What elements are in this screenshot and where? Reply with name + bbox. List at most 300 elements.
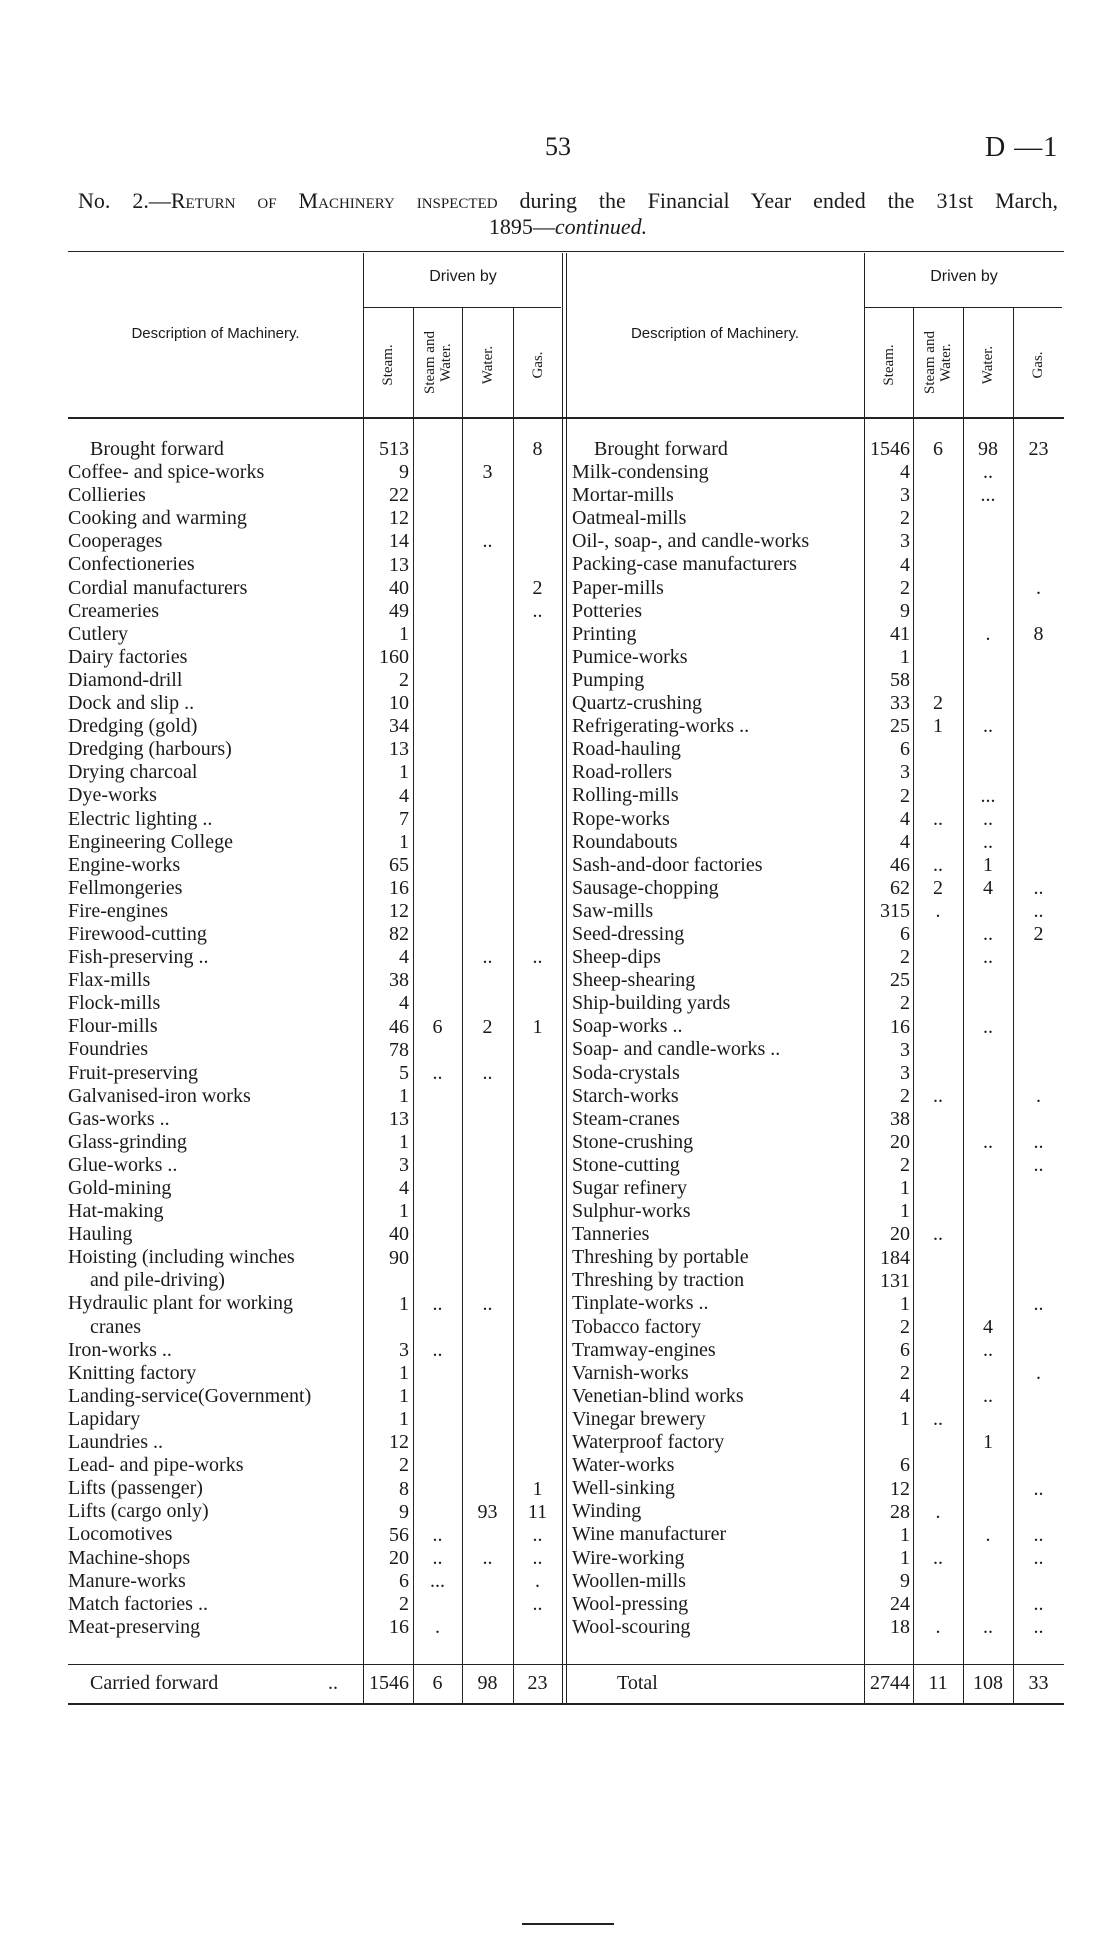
left-cell-sw: ..: [432, 1292, 443, 1315]
right-cell-steam: 184: [880, 1246, 910, 1269]
right-cell-water: .: [985, 622, 991, 645]
table-bottom-rule: [68, 1703, 1064, 1705]
right-total-water: 108: [973, 1672, 1003, 1694]
left-row-description: Glue-works ..: [68, 1153, 178, 1176]
left-cell-steam: 12: [389, 507, 409, 530]
center-double-line: [562, 253, 563, 1703]
right-row-description: Rope-works: [572, 807, 670, 830]
left-cell-steam: 1: [399, 1408, 409, 1431]
right-row-description: Sheep-shearing: [572, 969, 696, 992]
left-row-description: Machine-shops: [68, 1546, 191, 1569]
left-total-sw: 6: [432, 1672, 443, 1694]
left-row-description: Electric lighting ..: [68, 807, 213, 830]
left-row-description: Collieries: [68, 484, 146, 507]
left-cell-steam: 65: [389, 853, 409, 876]
left-row-description: Cutlery: [68, 622, 128, 645]
left-cell-gas: 1: [532, 1477, 543, 1500]
title-prefix: No. 2.—: [78, 188, 171, 213]
right-cell-sw: ..: [933, 1223, 943, 1246]
top-rule: [68, 251, 1064, 252]
right-cell-steam: 25: [890, 969, 910, 992]
left-row-description: Flax-mills: [68, 969, 151, 992]
right-cell-sw: 1: [933, 715, 943, 738]
right-cell-sw: ..: [933, 853, 943, 876]
left-row-description: and pile-driving): [90, 1269, 225, 1292]
right-cell-water: ..: [983, 715, 993, 738]
left-row-description: Brought forward: [90, 438, 224, 460]
right-row-description: Sheep-dips: [572, 946, 661, 969]
left-cell-steam: 20: [389, 1546, 409, 1569]
right-cell-steam: 2: [900, 1084, 910, 1107]
right-row-description: Sash-and-door factories: [572, 853, 763, 876]
right-cell-steam: 58: [890, 669, 910, 691]
right-cell-gas: ..: [1033, 1546, 1044, 1569]
right-row-description: Milk-condensing: [572, 461, 709, 484]
right-cell-gas: ..: [1033, 876, 1044, 899]
right-cell-steam: 1: [900, 1546, 910, 1569]
right-cell-gas: .: [1036, 1084, 1041, 1107]
left-cell-steam: 160: [379, 645, 409, 668]
right-row-description: Oatmeal-mills: [572, 507, 687, 530]
right-cell-water: ...: [980, 484, 996, 507]
right-row-description: Waterproof factory: [572, 1431, 725, 1454]
right-description-column: [572, 438, 864, 1639]
right-row-description: Winding: [572, 1500, 642, 1523]
right-row-description: Sulphur-works: [572, 1200, 691, 1223]
right-row-description: Saw-mills: [572, 899, 654, 922]
right-cell-steam: 9: [900, 1569, 910, 1592]
right-cell-steam: 62: [890, 876, 910, 899]
left-row-description: Meat-preserving: [68, 1615, 201, 1638]
right-row-description: Threshing by traction: [572, 1269, 745, 1292]
left-cell-steam: 4: [399, 992, 409, 1015]
left-cell-water: ..: [482, 946, 493, 969]
right-cell-sw: ..: [933, 1084, 943, 1107]
right-row-description: Tramway-engines: [572, 1338, 716, 1361]
left-row-description: Engineering College: [68, 830, 233, 853]
right-driven-by-header: Driven by: [930, 268, 998, 285]
title-continued: continued.: [554, 214, 648, 239]
right-row-description: Well-sinking: [572, 1477, 675, 1500]
left-cell-steam: 1: [399, 1292, 409, 1315]
left-cell-water: ..: [482, 1292, 493, 1315]
right-cell-gas: ..: [1033, 1477, 1044, 1500]
right-cell-sw: 2: [933, 876, 943, 899]
right-row-description: Pumping: [572, 668, 645, 691]
right-cell-steam: 3: [900, 1038, 910, 1061]
left-cell-steam: 1: [399, 622, 409, 645]
right-cell-water: 1: [983, 1431, 993, 1454]
left-cell-steam: 82: [389, 923, 409, 946]
right-cell-water: ...: [980, 784, 996, 807]
carried-forward-text: Carried forward: [90, 1672, 219, 1694]
right-cell-steam: 20: [890, 1131, 910, 1153]
right-cell-steam: 25: [890, 715, 910, 738]
left-row-description: Dairy factories: [68, 645, 188, 668]
right-cell-water: 4: [983, 876, 993, 899]
left-cell-steam: 6: [399, 1569, 409, 1592]
left-row-description: Lifts (passenger): [68, 1477, 203, 1500]
right-cell-gas: ..: [1033, 900, 1044, 922]
left-row-description: Landing-service(Government): [68, 1384, 312, 1407]
right-row-description: Soap-works ..: [572, 1015, 683, 1038]
left-row-description: Drying charcoal: [68, 761, 198, 784]
right-cell-steam: 4: [900, 461, 910, 484]
left-cell-steam: 8: [399, 1477, 409, 1500]
right-row-description: Brought forward: [594, 438, 728, 460]
left-cell-steam: 13: [389, 738, 409, 761]
left-row-description: Gold-mining: [68, 1177, 172, 1199]
col-line: [462, 307, 463, 1703]
left-cell-gas: 2: [532, 576, 543, 599]
right-total-gas: 33: [1028, 1672, 1049, 1694]
left-row-description: Fire-engines: [68, 899, 168, 922]
right-cell-water: ..: [983, 1015, 993, 1038]
right-row-description: Varnish-works: [572, 1361, 689, 1384]
left-cell-steam: 1: [399, 830, 409, 853]
left-cell-gas: ..: [532, 599, 543, 622]
title-caps: Return of Machinery inspected: [170, 188, 498, 213]
left-cell-water: 93: [477, 1500, 498, 1523]
left-row-description: Cooking and warming: [68, 507, 247, 530]
right-cell-steam: 6: [900, 738, 910, 761]
right-cell-steam: 41: [890, 622, 910, 645]
left-cell-steam: 12: [389, 1431, 409, 1454]
left-cell-steam: 3: [399, 1338, 409, 1361]
left-cell-gas: 1: [532, 1015, 543, 1038]
center-double-line: [566, 253, 567, 1703]
right-cell-sw: 6: [933, 438, 943, 460]
carried-forward-label: [90, 1672, 360, 1695]
right-cell-sw: .: [935, 1616, 941, 1639]
left-row-description: Fish-preserving ..: [68, 946, 209, 969]
left-cell-steam: 1: [399, 1385, 409, 1408]
right-cell-gas: ..: [1033, 1131, 1044, 1153]
left-cell-gas: ..: [532, 1523, 543, 1546]
left-row-description: Hydraulic plant for working: [68, 1292, 293, 1315]
right-row-description: Stone-crushing: [572, 1130, 694, 1153]
right-cell-steam: 1: [900, 645, 910, 668]
right-cell-gas: ..: [1033, 1523, 1044, 1546]
left-row-description: cranes: [90, 1315, 142, 1338]
left-row-description: Laundries ..: [68, 1431, 163, 1454]
right-cell-steam: 2: [900, 507, 910, 530]
left-row-description: Hat-making: [68, 1200, 164, 1223]
right-cell-gas: ..: [1033, 1616, 1044, 1639]
right-cell-steam: 6: [900, 1338, 910, 1361]
right-cell-steam: 2: [900, 576, 910, 599]
left-cell-steam: 56: [389, 1523, 409, 1546]
right-cell-gas: ..: [1033, 1154, 1044, 1177]
left-gas-header: Gas.: [530, 351, 546, 379]
title-rest: during the Financial Year ended the 31st March,: [497, 188, 1058, 213]
left-row-description: Locomotives: [68, 1523, 173, 1546]
right-cell-steam: 3: [900, 484, 910, 507]
right-cell-steam: 28: [890, 1500, 910, 1523]
right-cell-steam: 3: [900, 530, 910, 553]
right-row-description: Threshing by portable: [572, 1246, 749, 1269]
left-cell-steam: 9: [399, 461, 409, 484]
right-cell-water: ..: [983, 461, 993, 484]
right-cell-steam: 16: [890, 1015, 910, 1038]
right-cell-steam: 1546: [870, 438, 910, 460]
left-steam-water-header: Steam and Water.: [422, 331, 454, 394]
left-cell-steam: 7: [399, 807, 409, 830]
right-row-description: Packing-case manufacturers: [572, 553, 797, 576]
right-cell-steam: 6: [900, 923, 910, 946]
left-cell-sw: .: [435, 1616, 440, 1639]
right-row-description: Venetian-blind works: [572, 1384, 744, 1407]
right-cell-steam: 20: [890, 1223, 910, 1246]
left-row-description: Match factories ..: [68, 1592, 208, 1615]
left-row-description: Manure-works: [68, 1569, 186, 1592]
left-row-description: Gas-works ..: [68, 1107, 170, 1130]
left-cell-gas: 11: [527, 1500, 548, 1523]
right-cell-sw: ..: [933, 807, 943, 830]
left-row-description: Flock-mills: [68, 992, 161, 1015]
left-row-description: Diamond-drill: [68, 668, 183, 691]
left-cell-steam: 4: [399, 1177, 409, 1200]
left-cell-steam: 16: [389, 1616, 409, 1639]
right-cell-steam: 18: [890, 1616, 910, 1639]
left-row-description: Lead- and pipe-works: [68, 1454, 244, 1477]
right-row-description: Vinegar brewery: [572, 1407, 706, 1430]
right-cell-steam: 12: [890, 1477, 910, 1500]
right-cell-water: ..: [983, 807, 993, 830]
left-row-description: Cordial manufacturers: [68, 576, 248, 599]
right-cell-sw: .: [935, 900, 941, 922]
left-row-description: Glass-grinding: [68, 1130, 187, 1153]
left-cell-steam: 1: [399, 1131, 409, 1153]
left-row-description: Lifts (cargo only): [68, 1500, 209, 1523]
left-row-description: Confectioneries: [68, 553, 195, 576]
left-cell-sw: ..: [432, 1546, 443, 1569]
right-row-description: Road-hauling: [572, 738, 681, 761]
carried-forward-dots: ..: [328, 1672, 338, 1694]
right-cell-water: ..: [983, 946, 993, 969]
left-cell-sw: ..: [432, 1523, 443, 1546]
title-year: 1895—: [488, 214, 555, 239]
right-cell-gas: .: [1036, 576, 1041, 599]
right-row-description: Stone-cutting: [572, 1153, 680, 1176]
right-cell-water: 1: [983, 853, 993, 876]
left-cell-steam: 10: [389, 692, 409, 715]
left-cell-water: ..: [482, 1061, 493, 1084]
right-row-description: Road-rollers: [572, 761, 672, 784]
right-steam-header: Steam.: [881, 344, 897, 386]
left-cell-steam: 14: [389, 530, 409, 553]
left-cell-sw: ..: [432, 1338, 443, 1361]
left-cell-steam: 1: [399, 761, 409, 784]
right-row-description: Sausage-chopping: [572, 876, 719, 899]
left-cell-steam: 78: [389, 1038, 409, 1061]
left-driven-by-header: Driven by: [429, 268, 497, 285]
left-row-description: Firewood-cutting: [68, 922, 207, 945]
left-cell-steam: 90: [389, 1246, 409, 1269]
col-line: [413, 307, 414, 1703]
right-row-description: Potteries: [572, 599, 642, 622]
right-steam-water-header: Steam and Water.: [922, 331, 954, 394]
left-row-description: Flour-mills: [68, 1015, 158, 1038]
left-cell-sw: 6: [432, 1015, 443, 1038]
right-cell-water: 4: [983, 1315, 993, 1338]
left-cell-steam: 5: [399, 1061, 409, 1084]
left-cell-steam: 40: [389, 1223, 409, 1246]
right-row-description: Quartz-crushing: [572, 692, 702, 715]
left-row-description: Knitting factory: [68, 1361, 197, 1384]
right-cell-water: ..: [983, 830, 993, 853]
left-row-description: Cooperages: [68, 530, 163, 553]
left-cell-sw: ...: [430, 1569, 445, 1592]
left-cell-steam: 2: [399, 669, 409, 691]
left-row-description: Dredging (harbours): [68, 738, 232, 761]
left-cell-steam: 1: [399, 1200, 409, 1223]
right-row-description: Wool-scouring: [572, 1615, 691, 1638]
left-cell-gas: .: [535, 1569, 540, 1592]
left-cell-steam: 1: [399, 1362, 409, 1384]
right-cell-steam: 1: [900, 1408, 910, 1431]
right-row-description: Soda-crystals: [572, 1061, 680, 1084]
left-row-description: Fruit-preserving: [68, 1061, 198, 1084]
left-cell-steam: 9: [399, 1500, 409, 1523]
left-cell-sw: ..: [432, 1061, 443, 1084]
right-row-description: Tobacco factory: [572, 1315, 702, 1338]
col-line: [913, 307, 914, 1703]
right-cell-water: .: [985, 1523, 991, 1546]
left-cell-steam: 34: [389, 715, 409, 738]
right-cell-water: ..: [983, 1616, 993, 1639]
right-cell-steam: 2: [900, 946, 910, 969]
left-cell-steam: 46: [389, 1015, 409, 1038]
right-row-description: Refrigerating-works ..: [572, 715, 750, 738]
right-row-description: Mortar-mills: [572, 484, 674, 507]
right-cell-steam: 33: [890, 692, 910, 715]
document-reference: D —1: [985, 132, 1059, 163]
right-row-description: Wool-pressing: [572, 1592, 689, 1615]
left-cell-steam: 16: [389, 876, 409, 899]
left-cell-steam: 38: [389, 969, 409, 992]
left-cell-steam: 2: [399, 1454, 409, 1477]
left-cell-water: ..: [482, 530, 493, 553]
left-cell-gas: 8: [532, 438, 543, 460]
right-cell-steam: 9: [900, 599, 910, 622]
right-cell-sw: ..: [933, 1408, 943, 1431]
right-row-description: Oil-, soap-, and candle-works: [572, 530, 810, 553]
left-row-description: Dredging (gold): [68, 715, 198, 738]
right-row-description: Starch-works: [572, 1084, 679, 1107]
left-water-header: Water.: [480, 345, 496, 385]
left-row-description: Dock and slip ..: [68, 692, 195, 715]
left-row-description: Dye-works: [68, 784, 157, 807]
right-cell-gas: 8: [1033, 622, 1044, 645]
right-cell-gas: ..: [1033, 1593, 1044, 1615]
right-cell-steam: 24: [890, 1593, 910, 1615]
total-label: Total: [617, 1672, 658, 1694]
right-row-description: Steam-cranes: [572, 1107, 680, 1130]
right-cell-sw: 2: [933, 692, 943, 715]
right-cell-steam: 1: [900, 1177, 910, 1200]
right-cell-steam: 2: [900, 1362, 910, 1384]
left-row-description: Hauling: [68, 1223, 133, 1246]
right-row-description: Tinplate-works ..: [572, 1292, 709, 1315]
right-row-description: Water-works: [572, 1454, 675, 1477]
right-row-description: Ship-building yards: [572, 992, 731, 1015]
left-cell-steam: 12: [389, 900, 409, 922]
left-row-description: Creameries: [68, 599, 160, 622]
left-cell-water: 3: [482, 461, 493, 484]
page-number: 53: [545, 132, 571, 161]
right-total-steam: 2744: [870, 1672, 910, 1694]
right-row-description: Soap- and candle-works ..: [572, 1038, 781, 1061]
left-row-description: Fellmongeries: [68, 876, 183, 899]
left-cell-steam: 3: [399, 1154, 409, 1177]
right-row-description: Woollen-mills: [572, 1569, 686, 1592]
right-cell-steam: 4: [900, 1385, 910, 1408]
left-cell-gas: ..: [532, 1593, 543, 1615]
left-cell-steam: 13: [389, 1107, 409, 1130]
right-cell-gas: 2: [1033, 923, 1044, 946]
left-row-description: Foundries: [68, 1038, 148, 1061]
left-cell-steam: 49: [389, 599, 409, 622]
right-total-sw: 11: [928, 1672, 948, 1694]
right-row-description: Rolling-mills: [572, 784, 679, 807]
right-cell-steam: 2: [900, 1315, 910, 1338]
right-row-description: Sugar refinery: [572, 1177, 687, 1199]
left-cell-steam: 2: [399, 1593, 409, 1615]
right-cell-sw: .: [935, 1500, 941, 1523]
col-line: [963, 307, 964, 1703]
right-row-description: Pumice-works: [572, 645, 688, 668]
right-cell-gas: ..: [1033, 1292, 1044, 1315]
right-cell-steam: 1: [900, 1200, 910, 1223]
right-cell-water: ..: [983, 1338, 993, 1361]
right-cell-steam: 6: [900, 1454, 910, 1477]
left-total-steam: 1546: [369, 1672, 409, 1694]
left-total-gas: 23: [527, 1672, 548, 1694]
right-row-description: Wire-working: [572, 1546, 685, 1569]
left-description-header: Description of Machinery.: [131, 325, 300, 342]
right-cell-water: ..: [983, 923, 993, 946]
left-row-description: Hoisting (including winches: [68, 1246, 295, 1269]
right-cell-water: ..: [983, 1385, 993, 1408]
right-cell-steam: 38: [890, 1107, 910, 1130]
left-row-description: Galvanised-iron works: [68, 1084, 251, 1107]
right-cell-water: 98: [978, 438, 998, 460]
left-cell-gas: ..: [532, 1546, 543, 1569]
right-cell-steam: 2: [900, 1154, 910, 1177]
end-rule: [522, 1923, 614, 1925]
left-cell-gas: ..: [532, 946, 543, 969]
right-row-description: Printing: [572, 622, 637, 645]
right-cell-water: ..: [983, 1131, 993, 1153]
right-cell-sw: ..: [933, 1546, 943, 1569]
left-row-description: Lapidary: [68, 1407, 141, 1430]
right-cell-steam: 4: [900, 807, 910, 830]
left-cell-steam: 13: [389, 553, 409, 576]
left-cell-water: 2: [482, 1015, 493, 1038]
right-cell-steam: 315: [880, 900, 910, 922]
right-cell-steam: 1: [900, 1523, 910, 1546]
left-cell-steam: 4: [399, 784, 409, 807]
right-cell-steam: 3: [900, 1061, 910, 1084]
right-gas-header: Gas.: [1030, 351, 1046, 379]
left-row-description: Coffee- and spice-works: [68, 461, 265, 484]
right-cell-steam: 131: [880, 1269, 910, 1292]
left-cell-steam: 22: [389, 484, 409, 507]
left-description-column: [68, 438, 363, 1639]
right-cell-steam: 4: [900, 830, 910, 853]
right-row-description: Roundabouts: [572, 830, 678, 853]
